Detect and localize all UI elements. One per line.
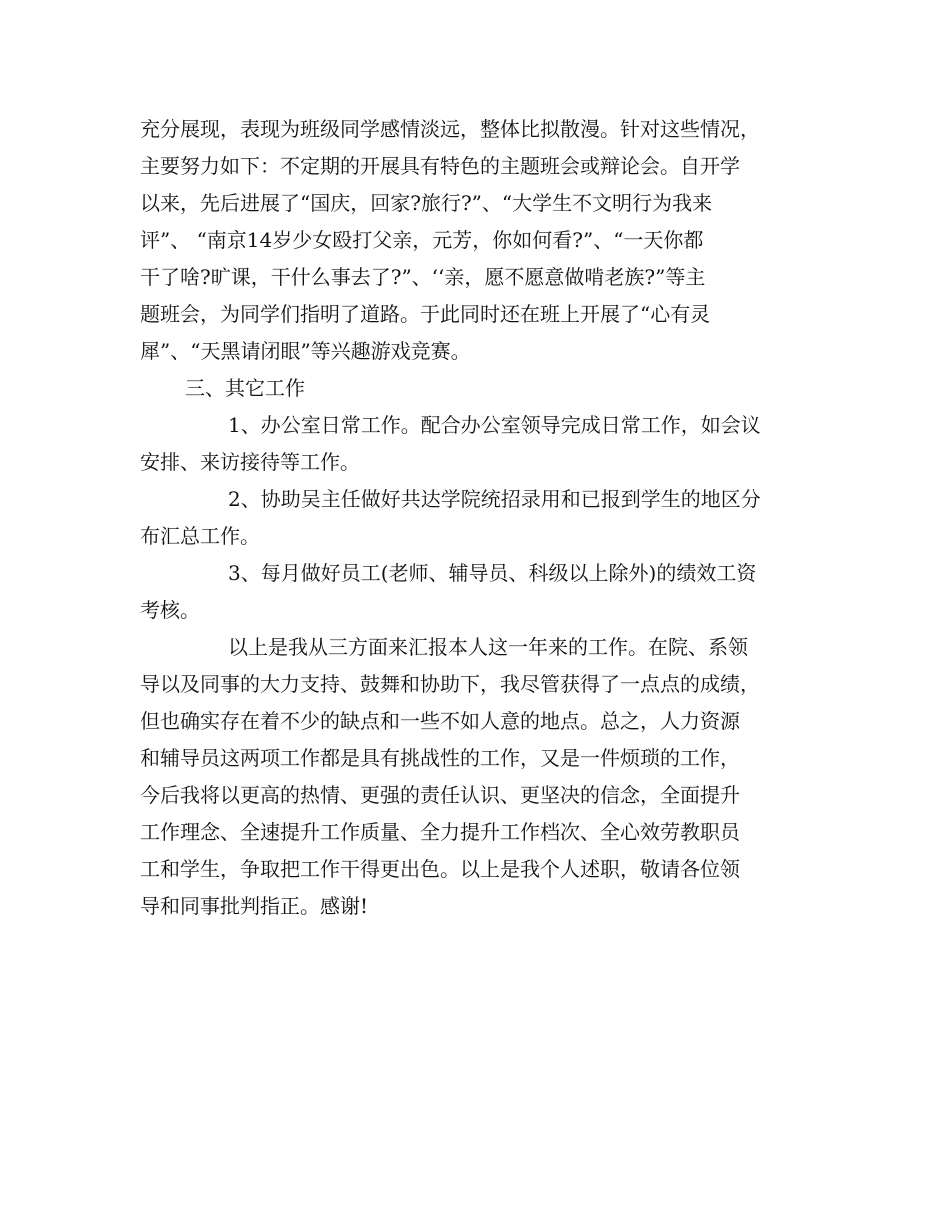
paragraph-line-3: 以来，先后进展了“国庆，回家?旅行?”、“大学生不文明行为我来 — [140, 191, 713, 215]
paragraph-line-7: 犀”、“天黑请闭眼”等兴趣游戏竞赛。 — [140, 339, 471, 363]
paragraph-line-6: 题班会，为同学们指明了道路。于此同时还在班上开展了“心有灵 — [140, 302, 711, 326]
section-heading-other-work: 三、其它工作 — [185, 376, 305, 400]
paragraph-line-5: 干了啥?旷课，干什么事去了?”、‘‘亲，愿不愿意做啃老族?”等主 — [140, 265, 706, 289]
list-item-3-line-2: 考核。 — [140, 598, 200, 622]
list-item-3-line-1: 3、每月做好员工(老师、辅导员、科级以上除外)的绩效工资 — [228, 561, 757, 585]
list-item-1-line-2: 安排、来访接待等工作。 — [140, 450, 360, 474]
summary-line-3: 但也确实存在着不少的缺点和一些不如人意的地点。总之，人力资源 — [140, 709, 740, 733]
summary-line-1: 以上是我从三方面来汇报本人这一年来的工作。在院、系领 — [228, 635, 748, 659]
summary-line-5: 今后我将以更高的热情、更强的责任认识、更坚决的信念，全面提升 — [140, 783, 740, 807]
list-item-2-line-1: 2、协助吴主任做好共达学院统招录用和已报到学生的地区分 — [228, 487, 761, 511]
summary-line-2: 导以及同事的大力支持、鼓舞和协助下，我尽管获得了一点点的成绩， — [140, 672, 760, 696]
paragraph-line-1: 充分展现，表现为班级同学感情淡远，整体比拟散漫。针对这些情况， — [140, 117, 760, 141]
paragraph-line-2: 主要努力如下：不定期的开展具有特色的主题班会或辩论会。自开学 — [140, 154, 740, 178]
summary-line-8: 导和同事批判指正。感谢! — [140, 894, 369, 918]
summary-line-6: 工作理念、全速提升工作质量、全力提升工作档次、全心效劳教职员 — [140, 820, 740, 844]
summary-line-4: 和辅导员这两项工作都是具有挑战性的工作，又是一件烦琐的工作， — [140, 746, 740, 770]
paragraph-line-4: 评”、 “南京14岁少女殴打父亲，元芳，你如何看?”、“一天你都 — [140, 228, 704, 252]
list-item-2-line-2: 布汇总工作。 — [140, 524, 260, 548]
summary-line-7: 工和学生，争取把工作干得更出色。以上是我个人述职，敬请各位领 — [140, 857, 740, 881]
list-item-1-line-1: 1、办公室日常工作。配合办公室领导完成日常工作，如会议 — [228, 413, 761, 437]
